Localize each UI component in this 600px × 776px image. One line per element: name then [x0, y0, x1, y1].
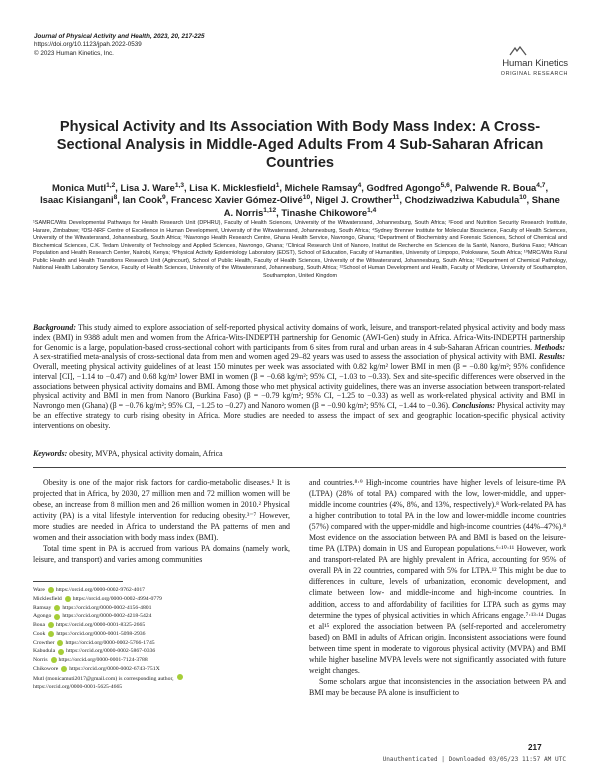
- corresponding-author: [33, 674, 290, 693]
- journal-citation: Journal of Physical Activity and Health, 2023, 20, 217-225: [34, 33, 205, 40]
- abstract-section-text: A sex-stratified meta-analysis of cross-sectional data from men and women aged 29–82 years was used to assess the association of physical activity with BMI.: [33, 352, 539, 362]
- abstract-section-text: Physical activity may be an effective strategy to curb rising obesity in Africa. More studies are needed to assess the impact of sex and geographic location-specific physical activity interventions on obesity.: [33, 401, 566, 430]
- orcid-row: [33, 656, 290, 665]
- publisher-name: Human Kinetics: [502, 58, 568, 69]
- orcid-icon: [54, 614, 60, 620]
- orcid-icon: [54, 605, 60, 611]
- orcid-row: [33, 621, 290, 630]
- orcid-author: Ramsay: [33, 604, 52, 611]
- abstract-section-label: Conclusions:: [452, 401, 495, 410]
- keywords-label: Keywords:: [33, 449, 68, 458]
- orcid-link[interactable]: https://orcid.org/0000-0001-5098-2936: [56, 630, 146, 637]
- keywords-text: obesity, MVPA, physical activity domain, Africa: [67, 449, 223, 458]
- orcid-footnotes: [33, 586, 290, 692]
- body-paragraph: Obesity is one of the major risk factors for cardio-metabolic diseases.¹ It is projected that in Africa, by 2030, 27 million men and 72 million women will be obese, an increase from 8 million men and 26 million women in 2010.² Physical activity (PA) is a vital lifestyle intervention for reducing obesity.³⁻⁷ However, more studies are needed in Africa to understand the PA patterns of men and women and their association with body mass index (BMI).: [33, 478, 290, 543]
- orcid-author: Kabudula: [33, 648, 56, 655]
- orcid-link[interactable]: https://orcid.org/0000-0002-4994-0779: [72, 595, 162, 602]
- author-name: Lisa K. Micklesfield: [189, 182, 276, 193]
- human-kinetics-logo-icon: [508, 46, 528, 56]
- orcid-icon: [58, 649, 64, 655]
- orcid-link[interactable]: https://orcid.org/0000-0002-4218-5424: [62, 613, 152, 620]
- orcid-author: Crowther: [33, 639, 55, 646]
- author-name: Chodziwadziwa Kabudula: [404, 194, 520, 206]
- orcid-icon: [65, 596, 71, 602]
- orcid-row: [33, 612, 290, 621]
- body-paragraph: Some scholars argue that inconsistencies in the association between PA and BMI may be because PA alone is insufficient to: [309, 676, 566, 697]
- journal-header: [34, 33, 334, 58]
- abstract-section-label: Background:: [33, 323, 76, 332]
- orcid-link[interactable]: https://orcid.org/0000-0002-5867-0336: [66, 648, 156, 655]
- author-list: Monica Mutl$^{1,2}$, Lisa J. Ware$^{1,3}$, Lisa K. Micklesfield$^1$, Michele Ramsay$^4$, Godfred Agongo$^{5,6}$, Palwende R. Boua$^{4,7}$, Isaac Kisiangani$^8$, Ian Cook$^9$, Francesc Xavier Gómez-Olivé$^{10}$, Nigel J. Crowther$^{11}$, Chodziwadziwa Kabudula$^{10}$, Shane A. Norris$^{1,12}$, Tinashe Chikowore$^{1,4}$: [40, 181, 560, 218]
- orcid-row: [33, 639, 290, 648]
- download-notice: Unauthenticated | Downloaded 03/05/23 11:57 AM UTC: [382, 756, 566, 763]
- author-affiliation-marker: 4,7: [536, 181, 546, 189]
- orcid-author: Ware: [33, 587, 45, 593]
- author-name: Michele Ramsay: [284, 182, 358, 193]
- author-affiliation-marker: 1: [275, 181, 280, 189]
- author-affiliation-marker: 1,3: [174, 181, 185, 189]
- abstract: [33, 323, 565, 430]
- publisher-block: [458, 58, 568, 77]
- orcid-author: Cook: [33, 630, 46, 637]
- article-section: ORIGINAL RESEARCH: [500, 71, 568, 77]
- corresponding-orcid-link[interactable]: https://orcid.org/0000-0001-5625-4665: [33, 684, 123, 691]
- author-name: Isaac Kisiangani: [40, 194, 114, 206]
- author-affiliation-marker: 4: [357, 181, 362, 189]
- author-name: Palwende R. Boua: [455, 182, 537, 193]
- footnote-divider: [33, 581, 123, 582]
- copyright: © 2023 Human Kinetics, Inc.: [34, 49, 114, 57]
- orcid-icon: [48, 587, 54, 593]
- author-name: Tinashe Chikowore: [281, 206, 368, 218]
- orcid-link[interactable]: https://orcid.org/0000-0001-8325-2665: [56, 622, 146, 628]
- orcid-author: Micklesfield: [33, 595, 62, 602]
- body-column-right: [309, 477, 566, 698]
- corresponding-text: Mutl (monicamuti2017@gmail.com) is corresponding author,: [33, 675, 174, 682]
- orcid-icon: [48, 622, 54, 628]
- abstract-section-label: Methods:: [534, 342, 565, 352]
- orcid-icon: [61, 666, 67, 672]
- abstract-section-text: Overall, meeting physical activity guidelines of at least 150 minutes per week was associated with 0.82 kg/m² lower BMI in men (β = −0.80 kg/m²; 95% confidence interval [CI], −1.14 to −0.47) and 0.68 kg/m² lower BMI in women (β = −0.68 kg/m²; 95% CI, −1.03 to −0.33). Sex and site-specific differences were observed in the associations between physical activity domains and BMI. Among those who met physical activity guidelines, there was an inverse association between transport-related physical activity and BMI in men from Nanoro (Burkina Faso) (β = −0.79 kg/m²; 95% CI, −1.25 to −0.33) as well as work-related physical activity and BMI in Navrongo men (Ghana) (β = −0.76 kg/m²; 95% CI, −1.25 to −0.27) and Nanoro women (β = −0.90 kg/m²; 95% CI, −1.44 to −0.36).: [33, 362, 565, 410]
- author-affiliation-marker: 1,2: [106, 181, 116, 189]
- orcid-icon: [48, 631, 54, 637]
- body-column-left: [33, 477, 290, 565]
- author-affiliation-marker: 11: [392, 194, 400, 202]
- orcid-author: Norris: [33, 657, 48, 663]
- orcid-link[interactable]: https://orcid.org/0000-0001-7124-3788: [58, 657, 148, 663]
- author-name: Godfred Agongo: [366, 182, 441, 193]
- orcid-author: Boua: [33, 622, 46, 628]
- author-name: Shane A. Norris: [223, 194, 560, 218]
- orcid-link[interactable]: https://orcid.org/0000-0002-9762-4017: [55, 587, 146, 593]
- orcid-row: [33, 647, 290, 656]
- article-title: Physical Activity and Its Association With Body Mass Index: A Cross-Sectional Analysis in Middle-Aged Adults From 4 Sub-Saharan African Countries: [56, 119, 544, 171]
- orcid-icon: [177, 674, 183, 680]
- author-affiliation-marker: 8: [113, 194, 118, 202]
- author-affiliation-marker: 10: [519, 194, 527, 202]
- body-paragraph: Total time spent in PA is accrued from various PA domains (namely work, leisure, and transport) and varies among communities: [33, 544, 290, 565]
- author-name: Francesc Xavier Gómez-Olivé: [170, 194, 303, 206]
- author-affiliation-marker: 9: [162, 194, 166, 202]
- author-affiliation-marker: 1,12: [263, 206, 277, 214]
- orcid-row: [33, 665, 290, 674]
- author-name: Monica Mutl: [51, 182, 107, 193]
- author-name: Lisa J. Ware: [120, 182, 175, 193]
- author-affiliation-marker: 1,4: [367, 206, 377, 214]
- affiliations: ¹SAMRC/Wits Developmental Pathways for Health Research Unit (DPHRU), Faculty of Health Sciences, University of the Witwatersrand, Johannesburg, South Africa; ²Food and Nutrition Security Research Institute, Harare, Zimbabwe; ³DSI-NRF Centre of Excellence in Human Development, University of the Witwatersrand, Johannesburg, South Africa; ⁴Sydney Brenner Institute for Molecular Bioscience, Faculty of Health Sciences, University of the Witwatersrand, Johannesburg, South Africa; ⁵Navrongo Health Research Centre, Ghana Health Service, Navrongo, Ghana; ⁶Department of Biochemistry and Forensic Sciences, School of Chemical and Biochemical Sciences, C.K. Tedam University of Technology and Applied Sciences, Navrongo, Ghana; ⁷Clinical Research Unit of Nanoro, Institut de Recherche en Sciences de la Santé, Nanoro, Burkina Faso; ⁸African Population and Health Research Center, Nairobi, Kenya; ⁹Physical Activity Epidemiology Laboratory (EDST), School of Education, Faculty of Humanities, University of Limpopo, Polokwane, South Africa; ¹⁰MRC/Wits Rural Public Health and Health Transitions Research Unit (Agincourt), School of Public Health, Faculty of Health Sciences, University of the Witwatersrand, Johannesburg, South Africa; ¹¹Department of Chemical Pathology, National Health Laboratory Service, Faculty of Health Sciences, University of the Witwatersrand, Johannesburg, South Africa; ¹²School of Human Development and Health, Faculty of Medicine, University of Southampton, Southampton, United Kingdom: [33, 220, 567, 279]
- orcid-link[interactable]: https://orcid.org/0000-0002-4156-4801: [62, 604, 152, 611]
- orcid-row: [33, 604, 290, 613]
- author-affiliation-marker: 10: [302, 194, 311, 202]
- orcid-link[interactable]: https://orcid.org/0000-0002-6743-751X: [69, 665, 160, 672]
- author-name: Nigel J. Crowther: [315, 194, 393, 206]
- orcid-author: Chikowore: [33, 665, 59, 672]
- abstract-section-text: This study aimed to explore association of self-reported physical activity domains of work, leisure, and transport-related physical activity and body mass index (BMI) in 9388 adult men and women from the Africa-Wits-INDEPTH partnership for Genomic (AWI-Gen) study in Africa. Africa-Wits-INDEPTH partnership for Genomic is a large, population-based cross-sectional cohort with participants from 6 sites from rural and urban areas in 4 sub-Saharan African countries.: [33, 323, 565, 352]
- orcid-row: [33, 630, 290, 639]
- orcid-row: [33, 586, 290, 595]
- keywords: [33, 449, 565, 458]
- abstract-section-label: Results:: [538, 352, 565, 362]
- orcid-link[interactable]: https://orcid.org/0000-0002-5766-1745: [65, 639, 155, 646]
- page-number: 217: [528, 743, 542, 752]
- author-affiliation-marker: 5,6: [440, 181, 450, 189]
- body-paragraph: and countries.⁸·⁹ High-income countries have higher levels of leisure-time PA (LTPA) (28% of total PA) compared with the low, lower-middle, and upper-middle income countries (4%, 8%, and 13%, respectively).⁸ Work-related PA has a higher contribution to total PA in the low and lower-middle income countries (57%) compared with the upper-middle and high-income countries (44%–47%).⁸ Most evidence on the association between PA and BMI is based on the leisure-time PA (LTPA) domain in US and European populations.⁶·¹⁰·¹¹ However, work and transport-related PA are highly prevalent in Africa, accounting for 95% of overall PA in 22 countries, compared with 5% for LTPA.¹² This might be due to differences in culture, levels of urbanization, economic development, and climate between low- and middle-income and high-income countries. In addition, access to and affordability of facilities for LTPA such as gyms may determine the types of physical activities in which Africans engage.⁷·¹³·¹⁴ Dugas et al¹⁵ explored the association between PA (self-reported and accelerometry based) on BMI in adults of African origin. Inconsistent associations were found between time spent in moderate to vigorous physical activity (MVPA) and BMI while higher baseline MVPA levels were not significantly associated with future weight changes.: [309, 478, 566, 675]
- author-name: Ian Cook: [122, 194, 163, 206]
- orcid-icon: [51, 657, 57, 663]
- orcid-author: Agongo: [33, 613, 52, 620]
- orcid-row: [33, 595, 290, 604]
- doi-link[interactable]: https://doi.org/10.1123/jpah.2022-0539: [34, 41, 142, 49]
- section-divider: [33, 467, 566, 468]
- orcid-icon: [57, 640, 63, 646]
